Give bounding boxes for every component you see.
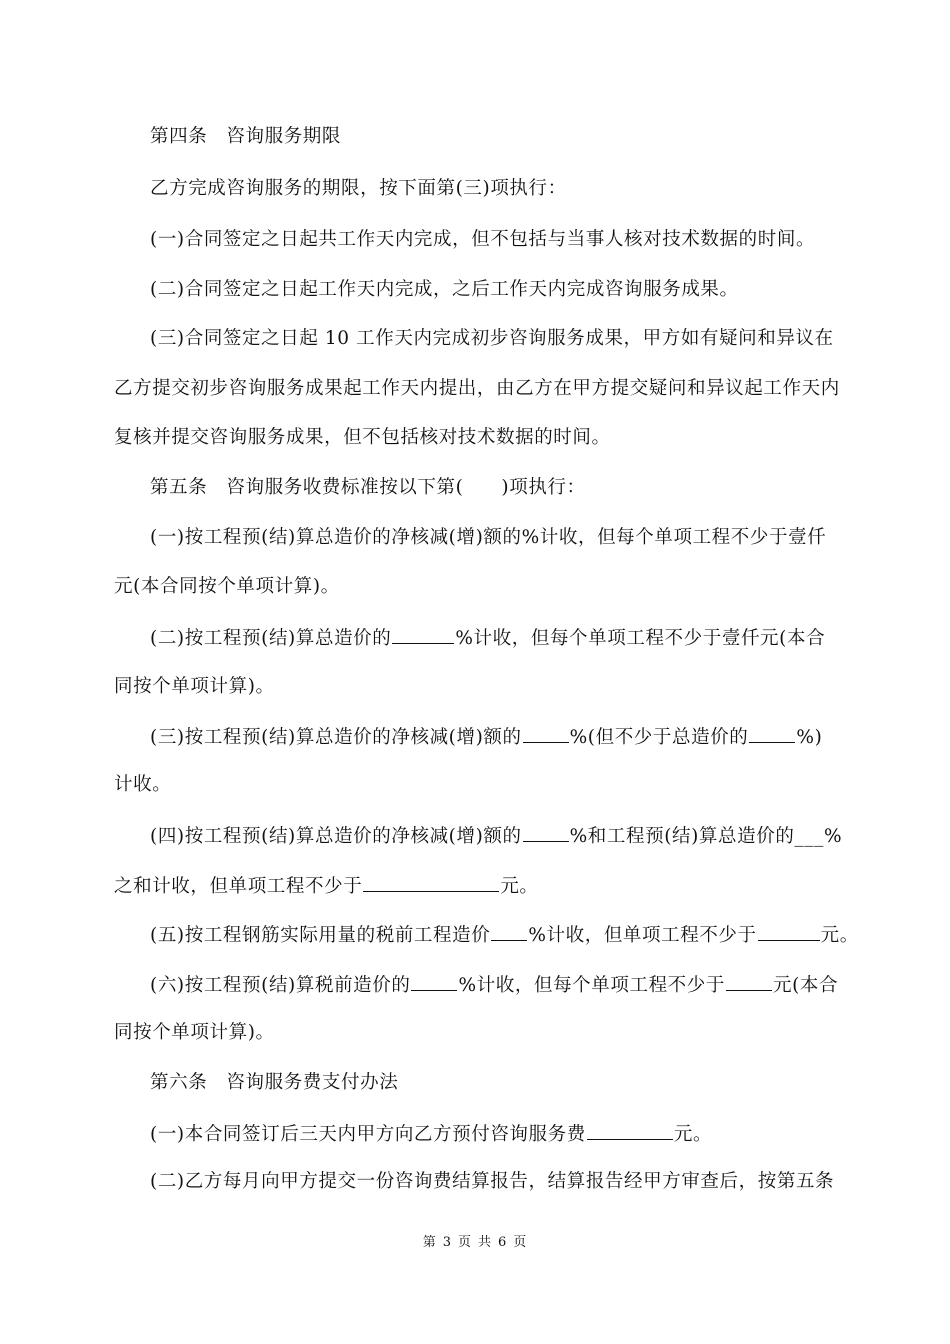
article-5-item-4-text-d: 元。 bbox=[500, 876, 539, 897]
article-5-item-2-text-a: (二)按工程预(结)算总造价的 bbox=[150, 628, 392, 649]
article-4-item-3-line-3: 复核并提交咨询服务成果，但不包括核对技术数据的时间。 bbox=[114, 427, 611, 448]
article-5-item-5-text-c: 元。 bbox=[820, 925, 859, 946]
total-pages-suffix: 页 bbox=[513, 1235, 528, 1250]
article-5-item-5-text-b: %计收，但单项工程不少于 bbox=[528, 925, 757, 946]
article-5-item-2-line-2: 同按个单项计算)。 bbox=[114, 676, 275, 697]
article-5-item-5-text-a: (五)按工程钢筋实际用量的税前工程造价 bbox=[150, 925, 491, 946]
article-4-title: 第四条 咨询服务期限 bbox=[150, 126, 342, 147]
article-6-item-1 bbox=[150, 1121, 712, 1147]
amount-blank bbox=[587, 1121, 673, 1140]
article-5-item-3-text-a: (三)按工程预(结)算总造价的净核减(增)额的 bbox=[150, 727, 522, 748]
page-footer bbox=[0, 1231, 950, 1250]
article-6-item-2-line-1: (二)乙方每月向甲方提交一份咨询费结算报告，结算报告经甲方审查后，按第五条 bbox=[150, 1171, 835, 1192]
article-4-item-1: (一)合同签定之日起共工作天内完成，但不包括与当事人核对技术数据的时间。 bbox=[150, 229, 816, 250]
article-5-item-3-text-c: %) bbox=[796, 727, 823, 748]
page-label-prefix: 第 bbox=[422, 1235, 437, 1250]
article-5-item-1-line-2: 元(本合同按个单项计算)。 bbox=[114, 576, 340, 597]
article-5-item-4-text-b: %和工程预(结)算总造价的___% bbox=[569, 826, 843, 847]
article-5-item-1-line-1: (一)按工程预(结)算总造价的净核减(增)额的%计收，但每个单项工程不少于壹仟 bbox=[150, 527, 827, 548]
amount-blank bbox=[726, 972, 772, 991]
article-5-item-4-text-c: 之和计收，但单项工程不少于 bbox=[114, 876, 363, 897]
total-pages-number: 6 bbox=[498, 1235, 508, 1250]
article-6-title: 第六条 咨询服务费支付办法 bbox=[150, 1072, 399, 1093]
article-5-title bbox=[150, 476, 586, 500]
article-5-item-6-line-2: 同按个单项计算)。 bbox=[114, 1022, 275, 1043]
percent-blank bbox=[392, 625, 454, 644]
article-5-title-suffix: )项执行： bbox=[501, 477, 586, 498]
article-4-item-3-line-1: (三)合同签定之日起 10 工作天内完成初步咨询服务成果，甲方如有疑问和异议在 bbox=[150, 328, 834, 349]
article-5-item-3-line-2: 计收。 bbox=[114, 774, 172, 795]
article-5-title-prefix: 第五条 咨询服务收费标准按以下第( bbox=[150, 477, 464, 498]
current-page-number: 3 bbox=[442, 1235, 452, 1250]
article-5-item-6-line-1 bbox=[150, 972, 838, 998]
article-5-item-5 bbox=[150, 922, 859, 948]
article-4-intro: 乙方完成咨询服务的期限，按下面第(三)项执行： bbox=[150, 178, 567, 199]
percent-blank bbox=[523, 823, 569, 842]
percent-blank bbox=[749, 724, 795, 743]
article-5-item-3-text-b: %(但不少于总造价的 bbox=[569, 727, 749, 748]
article-5-item-4-text-a: (四)按工程预(结)算总造价的净核减(增)额的 bbox=[150, 826, 522, 847]
article-5-item-3-line-1 bbox=[150, 724, 822, 750]
article-4-item-3-line-2: 乙方提交初步咨询服务成果起工作天内提出，由乙方在甲方提交疑问和异议起工作天内 bbox=[114, 378, 840, 399]
article-5-item-6-text-a: (六)按工程预(结)算税前造价的 bbox=[150, 975, 411, 996]
total-label: 共 bbox=[478, 1235, 493, 1250]
percent-blank bbox=[491, 922, 527, 941]
percent-blank bbox=[411, 972, 457, 991]
article-6-item-1-text-b: 元。 bbox=[673, 1124, 713, 1145]
amount-blank bbox=[363, 873, 499, 892]
page-label-suffix: 页 bbox=[457, 1235, 472, 1250]
percent-blank bbox=[523, 724, 569, 743]
article-4-item-2: (二)合同签定之日起工作天内完成，之后工作天内完成咨询服务成果。 bbox=[150, 279, 739, 300]
amount-blank bbox=[758, 922, 820, 941]
article-5-item-6-text-c: 元(本合 bbox=[772, 975, 839, 996]
article-5-item-2-text-b: %计收，但每个单项工程不少于壹仟元(本合 bbox=[455, 628, 826, 649]
article-6-item-1-text-a: (一)本合同签订后三天内甲方向乙方预付咨询服务费 bbox=[150, 1124, 586, 1145]
article-5-item-4-line-1 bbox=[150, 823, 842, 849]
article-5-item-6-text-b: %计收，但每个单项工程不少于 bbox=[458, 975, 725, 996]
article-5-item-4-line-2 bbox=[114, 873, 539, 899]
article-5-item-2-line-1 bbox=[150, 625, 825, 651]
